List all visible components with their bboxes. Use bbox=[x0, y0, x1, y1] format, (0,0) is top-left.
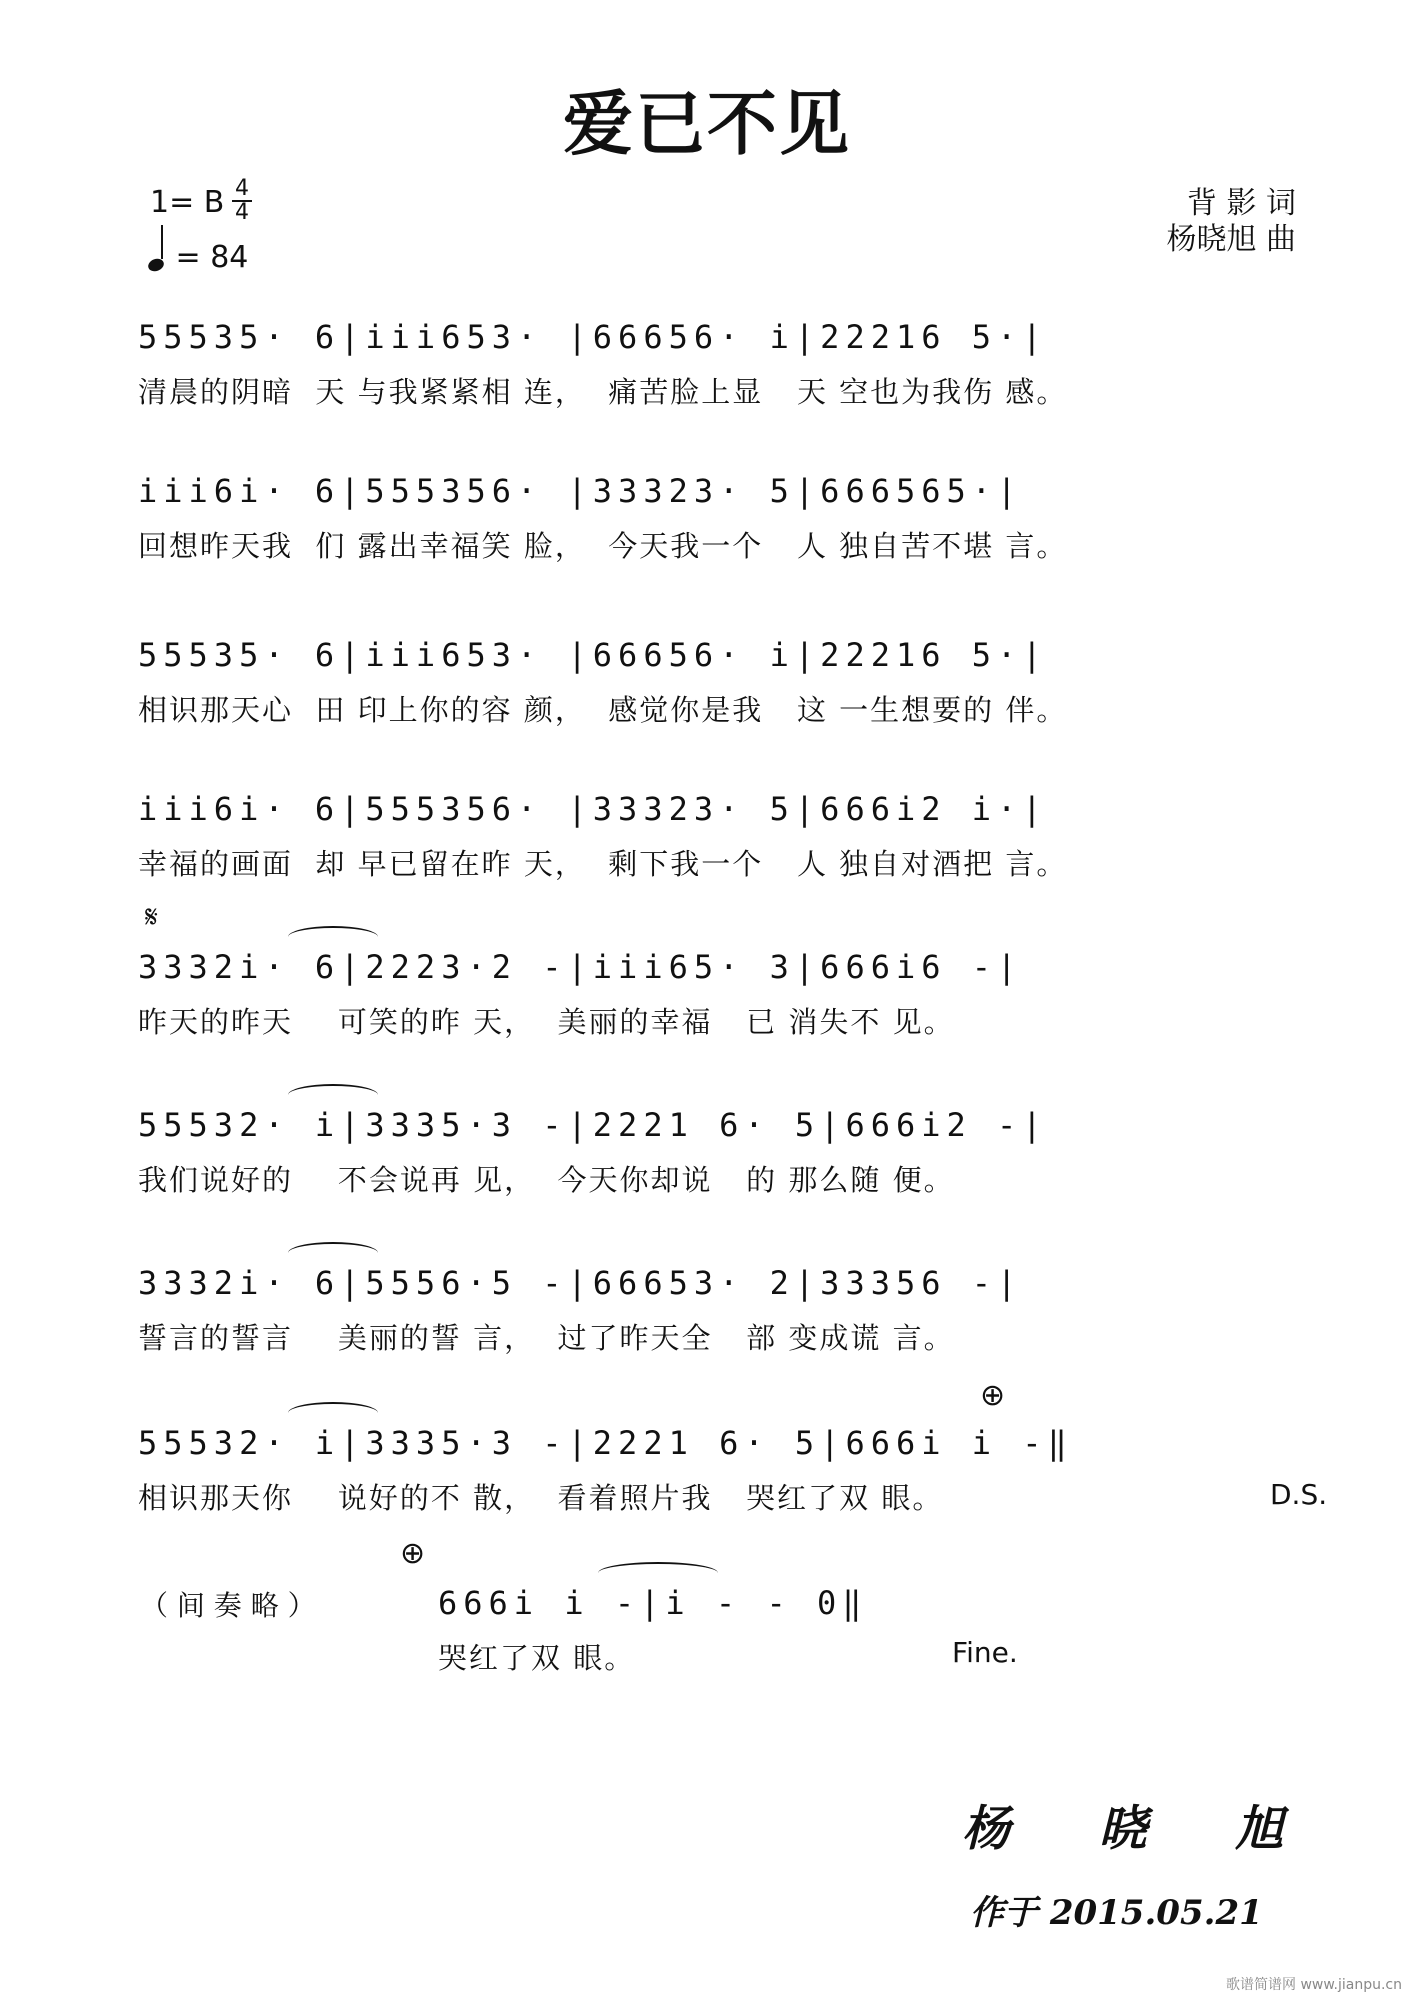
tempo-value: = 84 bbox=[175, 240, 249, 275]
slur-icon bbox=[288, 926, 378, 948]
fine-marking: Fine. bbox=[952, 1636, 1018, 1669]
time-denominator: 4 bbox=[235, 200, 249, 225]
segno-icon: 𝄋 bbox=[145, 900, 158, 935]
staff-notes: 3332i· 6|5556·5 -|66653· 2|33356 -| bbox=[138, 1264, 1023, 1302]
staff-notes: 55535· 6|iii653· |66656· i|22216 5·| bbox=[138, 636, 1048, 674]
staff-row-6 bbox=[138, 1106, 1298, 1246]
staff-lyrics: 回想昨天我 们 露出幸福笑 脸， 今天我一个 人 独自苦不堪 言。 bbox=[138, 529, 1068, 563]
staff-row-5 bbox=[138, 948, 1298, 1088]
staff-row-8 bbox=[138, 1424, 1298, 1564]
staff-lyrics: 我们说好的 不会说再 见， 今天你却说 的 那么随 便。 bbox=[138, 1163, 955, 1197]
author-signature: 杨 晓 旭 bbox=[962, 1801, 1320, 1857]
tempo-marking bbox=[148, 233, 248, 275]
staff-lyrics: 相识那天你 说好的不 散， 看着照片我 哭红了双 眼。 bbox=[138, 1481, 944, 1515]
slur-icon bbox=[288, 1084, 378, 1106]
coda-icon: ⊕ bbox=[400, 1536, 426, 1571]
staff-row-7 bbox=[138, 1264, 1298, 1404]
staff-lyrics: 誓言的誓言 美丽的誓 言， 过了昨天全 部 变成谎 言。 bbox=[138, 1321, 955, 1355]
staff-notes: 666i i -|i - - 0‖ bbox=[438, 1584, 868, 1622]
slur-icon bbox=[288, 1402, 378, 1424]
staff-lyrics: 幸福的画面 却 早已留在昨 天， 剩下我一个 人 独自对酒把 言。 bbox=[138, 847, 1068, 881]
ds-marking: D.S. bbox=[1270, 1478, 1328, 1511]
time-signature bbox=[230, 178, 254, 224]
coda-icon: ⊕ bbox=[980, 1378, 1006, 1413]
composition-date: 作于 2015.05.21 bbox=[970, 1893, 1263, 1933]
key-signature: 1= B bbox=[150, 185, 225, 220]
watermark: 歌谱简谱网 www.jianpu.cn bbox=[1226, 1977, 1402, 1993]
staff-lyrics: 相识那天心 田 印上你的容 颜， 感觉你是我 这 一生想要的 伴。 bbox=[138, 693, 1068, 727]
staff-notes: 55532· i|3335·3 -|2221 6· 5|666i i -‖ bbox=[138, 1424, 1073, 1462]
staff-notes: iii6i· 6|555356· |33323· 5|666i2 i·| bbox=[138, 790, 1048, 828]
staff-lyrics: 清晨的阴暗 天 与我紧紧相 连， 痛苦脸上显 天 空也为我伤 感。 bbox=[138, 375, 1068, 409]
interlude-note: （ 间 奏 略 ） bbox=[140, 1589, 316, 1622]
staff-row-2 bbox=[138, 472, 1298, 612]
slur-icon bbox=[598, 1562, 718, 1584]
staff-row-3 bbox=[138, 636, 1298, 776]
lyricist-credit: 背 影 词 bbox=[1186, 186, 1296, 221]
composer-credit: 杨晓旭 曲 bbox=[1166, 222, 1296, 257]
staff-row-4 bbox=[138, 790, 1298, 930]
time-numerator: 4 bbox=[235, 176, 249, 201]
slur-icon bbox=[288, 1242, 378, 1264]
staff-notes: iii6i· 6|555356· |33323· 5|666565·| bbox=[138, 472, 1023, 510]
staff-notes: 3332i· 6|2223·2 -|iii65· 3|666i6 -| bbox=[138, 948, 1023, 986]
quarter-note-icon bbox=[146, 257, 165, 274]
staff-notes: 55532· i|3335·3 -|2221 6· 5|666i2 -| bbox=[138, 1106, 1048, 1144]
staff-notes: 55535· 6|iii653· |66656· i|22216 5·| bbox=[138, 318, 1048, 356]
staff-lyrics: 哭红了双 眼。 bbox=[438, 1641, 636, 1675]
staff-row-final bbox=[438, 1584, 1298, 1724]
staff-row-1 bbox=[138, 318, 1298, 458]
staff-lyrics: 昨天的昨天 可笑的昨 天， 美丽的幸福 已 消失不 见。 bbox=[138, 1005, 955, 1039]
credits bbox=[1166, 186, 1296, 258]
page-title: 爱已不见 bbox=[563, 83, 851, 165]
